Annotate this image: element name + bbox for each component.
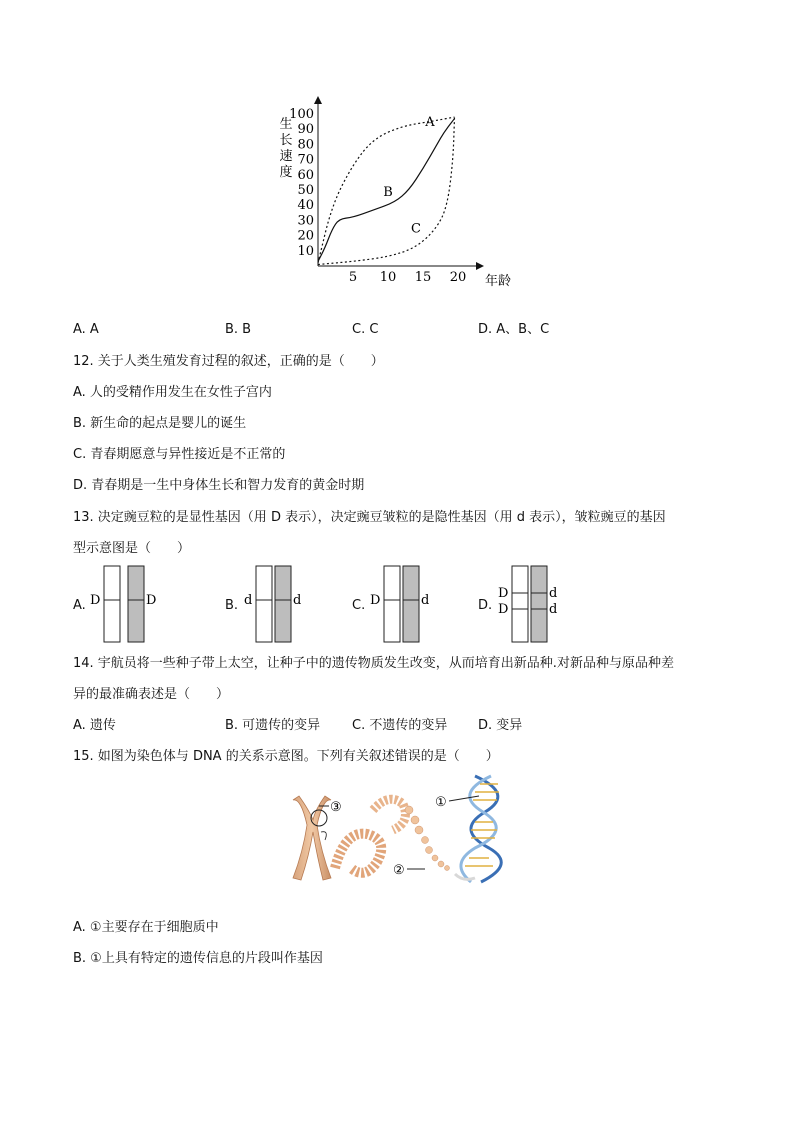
label-1: ①: [435, 795, 447, 810]
q14-option-a[interactable]: A. 遗传: [73, 718, 116, 733]
x-axis-label: 年龄: [485, 274, 512, 289]
y-label-char: 度: [279, 165, 293, 180]
q13-stem-line1: 13. 决定豌豆粒的是显性基因（用 D 表示），决定豌豆皱粒的是隐性基因（用 d 表示），皱粒豌豆的基因: [73, 510, 666, 525]
q13-option-c[interactable]: C.: [352, 598, 366, 613]
gene-label: d: [549, 602, 558, 617]
chromosome-pair-a: [86, 563, 166, 645]
y-tick-label: 30: [297, 213, 314, 229]
series-label-c: C: [411, 221, 421, 237]
q14-stem-line2: 异的最准确表述是（ ）: [73, 687, 230, 702]
q14-option-b[interactable]: B. 可遗传的变异: [225, 718, 321, 733]
y-axis-label: [279, 116, 292, 180]
y-tick-label: 90: [297, 122, 314, 138]
chromosome-pair-c: [366, 563, 446, 645]
label-3: ③: [330, 800, 342, 815]
nucleosome-beads: [405, 806, 450, 871]
q12-stem: 12. 关于人类生殖发育过程的叙述，正确的是（ ）: [73, 354, 384, 369]
x-tick-label: 10: [379, 270, 397, 285]
q12-option-a[interactable]: A. 人的受精作用发生在女性子宫内: [73, 385, 272, 400]
x-tick-label: 15: [414, 270, 432, 285]
chromosome-pair-d: [494, 563, 574, 645]
y-label-char: 速: [279, 149, 293, 164]
chromosome-dna-illustration: [285, 770, 525, 890]
q15-option-b[interactable]: B. ①上具有特定的遗传信息的片段叫作基因: [73, 951, 323, 966]
y-tick-label: 100: [289, 107, 314, 122]
q12-option-d[interactable]: D. 青春期是一生中身体生长和智力发育的黄金时期: [73, 478, 365, 493]
gene-label: D: [370, 593, 381, 608]
y-tick-label: 70: [297, 152, 314, 168]
y-tick-label: 50: [297, 183, 314, 198]
q14-stem-line1: 14. 宇航员将一些种子带上太空，让种子中的遗传物质发生改变，从而培育出新品种.对新品种与原品种差: [73, 656, 674, 671]
q15-stem: 15. 如图为染色体与 DNA 的关系示意图。下列有关叙述错误的是（ ）: [73, 749, 499, 764]
gene-label: D: [498, 602, 509, 617]
x-tick-label: 5: [348, 270, 358, 285]
gene-label: d: [293, 593, 302, 608]
q11-option-d[interactable]: D. A、B、C: [478, 322, 550, 337]
y-tick-label: 80: [297, 137, 314, 153]
gene-label: D: [146, 593, 157, 608]
growth-chart: [270, 92, 530, 292]
q15-option-a[interactable]: A. ①主要存在于细胞质中: [73, 920, 219, 935]
x-tick-label: 20: [449, 270, 467, 285]
q13-option-b[interactable]: B.: [225, 598, 239, 613]
y-tick-label: 10: [297, 243, 314, 259]
q12-option-b[interactable]: B. 新生命的起点是婴儿的诞生: [73, 416, 247, 431]
y-axis-arrow: [314, 96, 322, 104]
gene-label: d: [421, 593, 430, 608]
gene-label: D: [498, 586, 509, 601]
label-2: ②: [393, 863, 405, 878]
y-tick-label: 60: [297, 167, 314, 183]
coiled-chromatin: [335, 799, 405, 873]
q11-option-c[interactable]: C. C: [352, 322, 379, 337]
q14-option-d[interactable]: D. 变异: [478, 718, 523, 733]
gene-label: d: [549, 586, 558, 601]
series-label-b: B: [383, 185, 393, 201]
y-tick-label: 20: [297, 228, 314, 244]
q13-stem-line2: 型示意图是（ ）: [73, 541, 191, 556]
q13-option-d[interactable]: D.: [478, 598, 493, 613]
q14-option-c[interactable]: C. 不遗传的变异: [352, 718, 448, 733]
y-tick-label: 40: [297, 198, 314, 214]
q12-option-c[interactable]: C. 青春期愿意与异性接近是不正常的: [73, 447, 286, 462]
y-label-char: 长: [279, 133, 293, 148]
q11-option-a[interactable]: A. A: [73, 322, 99, 337]
gene-label: D: [90, 593, 101, 608]
gene-label: d: [244, 593, 253, 608]
q13-option-a[interactable]: A.: [73, 598, 86, 613]
q11-option-b[interactable]: B. B: [225, 322, 252, 337]
dna-double-helix: [455, 776, 501, 882]
y-label-char: 生: [279, 117, 293, 132]
series-label-a: A: [425, 115, 435, 131]
chromosome-pair-b: [238, 563, 318, 645]
x-axis-arrow: [476, 262, 484, 270]
